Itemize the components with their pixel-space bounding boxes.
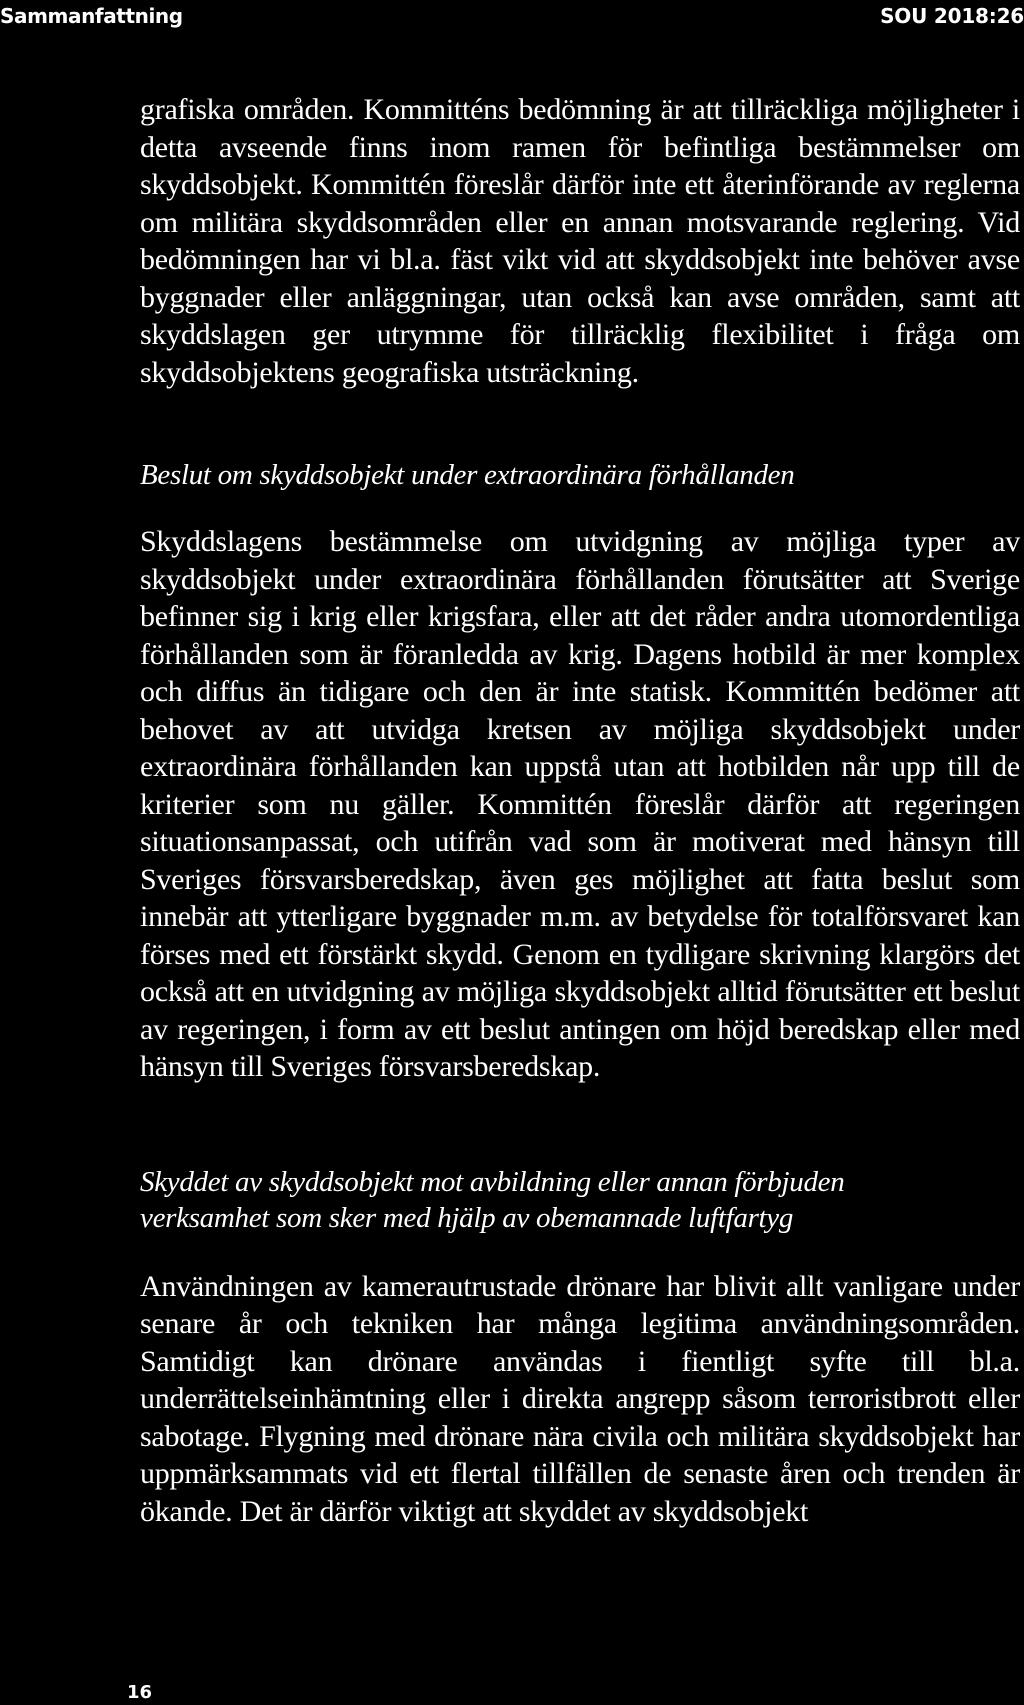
paragraph-continued: grafiska områden. Kommitténs bedömning är att tillräckliga möjligheter i detta avseende finns inom ramen för befintliga bestämmelser om skyddsobjekt. Kommittén föreslår därför inte ett återinförande av reglerna om militära skyddsområden eller en annan motsvarande reglering. Vid bedömningen har vi bl.a. fäst vikt vid att skyddsobjekt inte behöver avse byggnader eller anläggningar, utan också kan avse områden, samt att skyddslagen ger utrymme för tillräcklig flexibilitet i fråga om skyddsobjektens geografiska utsträckning.: [140, 93, 1020, 389]
section-heading-drones: [140, 1164, 1020, 1236]
paragraph-drones: Användningen av kamerautrustade drönare har blivit allt vanligare under senare år och tekniken har många legitima användningsområden. Samtidigt kan drönare användas i fientligt syfte till bl.a. underrättelseinhämtning eller i direkta angrepp såsom terroristbrott eller sabotage. Flygning med drönare nära civila och militära skyddsobjekt har uppmärksammats vid ett flertal tillfällen de senaste åren och trenden är ökande. Det är därför viktigt att skyddet av skyddsobjekt: [140, 1269, 1020, 1528]
section-heading-drones-line2: verksamhet som sker med hjälp av obemannade luftfartyg: [140, 1201, 794, 1234]
section-heading-extraordinary: Beslut om skyddsobjekt under extraordinära förhållanden: [140, 459, 795, 491]
page-body: [140, 91, 1020, 1530]
paragraph-extraordinary: Skyddslagens bestämmelse om utvidgning av möjliga typer av skyddsobjekt under extraordinära förhållanden förutsätter att Sverige befinner sig i krig eller krigsfara, eller att det råder andra utomordentliga förhållanden som är föranledda av krig. Dagens hotbild är mer komplex och diffus än tidigare och den är inte statisk. Kommittén bedömer att behovet av att utvidga kretsen av möjliga skyddsobjekt under extraordinära förhållanden kan uppstå utan att hotbilden når upp till de kriterier som nu gäller. Kommittén föreslår därför att regeringen situationsanpassat, och utifrån vad som är motiverat med hänsyn till Sveriges försvarsberedskap, även ges möjlighet att fatta beslut som innebär att ytterligare byggnader m.m. av betydelse för totalförsvaret kan förses med ett förstärkt skydd. Genom en tydligare skrivning klargörs det också att en utvidgning av möjliga skyddsobjekt alltid förutsätter ett beslut av regeringen, i form av ett beslut antingen om höjd beredskap eller med hänsyn till Sveriges försvarsberedskap.: [140, 525, 1020, 1083]
section-heading-drones-line1: Skyddet av skyddsobjekt mot avbildning eller annan förbjuden: [140, 1165, 845, 1198]
page-number: 16: [127, 1682, 153, 1703]
header-document-id: SOU 2018:26: [880, 4, 1024, 28]
header-section-title: Sammanfattning: [0, 4, 183, 28]
running-header: [0, 4, 1024, 32]
